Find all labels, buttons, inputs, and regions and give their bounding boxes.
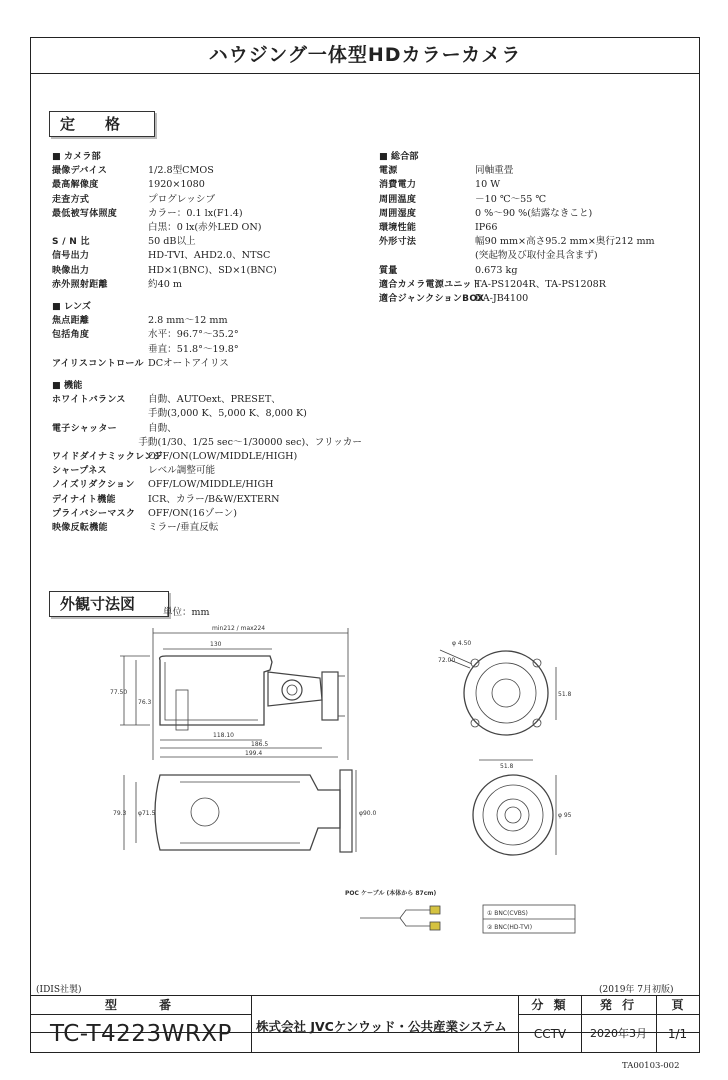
lens-spec-value: DCオートアイリス: [148, 357, 229, 369]
dim-76-3: 76.3: [138, 699, 152, 706]
issue-cell: [581, 995, 657, 1053]
company-cell: [251, 995, 519, 1053]
dim-51-8-vertical: 51.8: [558, 691, 572, 698]
general-spec-label: 周囲湿度: [379, 208, 417, 219]
function-spec-label: シャープネス: [52, 466, 107, 477]
drawing-heading: 外観寸法図: [49, 591, 169, 617]
function-spec-value: 自動、: [148, 422, 177, 434]
general-spec-value: 幅90 mm×高さ95.2 mm×奥行212 mm: [475, 236, 655, 248]
general-spec-label: 適合ジャンクションBOX: [379, 294, 485, 305]
camera-spec-value: 約40 m: [148, 278, 182, 290]
camera-spec-value: HD-TVI、AHD2.0、NTSC: [148, 250, 271, 262]
general-spec-value: 0.673 kg: [475, 264, 518, 276]
model-header: 型 番: [31, 996, 251, 1015]
company-name: 株式会社 JVCケンウッド・公共産業システム: [256, 1019, 507, 1034]
page-cell: [656, 995, 700, 1053]
camera-spec-label: 撮像デバイス: [52, 166, 108, 177]
function-spec-label: ホワイトバランス: [52, 395, 126, 406]
camera-spec-label: 信号出力: [52, 251, 90, 262]
general-spec-value: DA-JB4100: [475, 293, 529, 305]
function-spec-label: デイナイト機能: [52, 494, 116, 505]
function-spec-value: 自動、AUTOext、PRESET、: [148, 394, 281, 406]
lens-spec-value: 水平：96.7°～35.2°: [148, 329, 239, 341]
general-spec-label: 環境性能: [379, 223, 417, 234]
dim-199-4: 199.4: [245, 750, 263, 757]
dim-186-5: 186.5: [251, 741, 269, 748]
function-spec-value: OFF/LOW/MIDDLE/HIGH: [148, 479, 274, 491]
camera-spec-value: 白黒：0 lx(赤外LED ON): [148, 222, 262, 234]
document-code: TA00103-002: [622, 1061, 680, 1071]
lens-spec-label: 包括角度: [52, 330, 90, 341]
general-section-heading: ■ 総合部: [379, 151, 419, 162]
function-spec-value: ICR、カラー/B&W/EXTERN: [148, 493, 280, 505]
document-title: ハウジング一体型HDカラーカメラ: [31, 38, 699, 74]
issue-header: 発 行: [581, 996, 656, 1015]
dim-72: 72.00: [438, 657, 456, 664]
category-value: CCTV: [533, 1027, 567, 1041]
dim-118-10: 118.10: [213, 732, 234, 739]
dim-4-50: φ 4.50: [452, 640, 472, 647]
camera-spec-label: 最低被写体照度: [52, 208, 118, 219]
function-spec-value: OFF/ON(16ゾーン): [148, 507, 237, 519]
unit-label: 単位：mm: [163, 607, 210, 618]
general-spec-label: 適合カメラ電源ユニット: [379, 279, 481, 290]
camera-section-heading: ■ カメラ部: [52, 151, 101, 162]
function-spec-label: プライバシーマスク: [52, 508, 136, 519]
camera-spec-value: プログレッシブ: [148, 193, 216, 205]
dim-130: 130: [210, 641, 222, 648]
lens-section-heading: ■ レンズ: [52, 301, 91, 313]
function-spec-label: ワイドダイナミックレンジ: [52, 452, 163, 463]
camera-spec-label: 赤外照射距離: [52, 279, 108, 290]
lens-spec-label: アイリスコントロール: [52, 358, 144, 369]
dim-90: φ90.0: [359, 810, 377, 817]
general-spec-value: 同軸重畳: [475, 165, 514, 177]
dim-79-3: 79.3: [113, 810, 127, 817]
category-cell: [518, 995, 582, 1053]
camera-spec-label: 走査方式: [52, 194, 90, 205]
camera-spec-value: HD×1(BNC)、SD×1(BNC): [148, 264, 277, 276]
dim-top-width: min212 / max224: [212, 625, 266, 632]
issue-value: 2020年3月: [590, 1027, 647, 1040]
general-spec-label: 消費電力: [379, 180, 417, 191]
general-spec-label: 外形寸法: [379, 237, 417, 248]
general-spec-value: TA-PS1204R、TA-PS1208R: [475, 278, 607, 290]
function-spec-label: ノイズリダクション: [52, 480, 135, 491]
edition-note: (2019年 7月初版): [599, 985, 674, 995]
dim-77-50: 77.50: [110, 689, 128, 696]
model-number: TC-T4223WRXP: [50, 1021, 232, 1047]
function-spec-label: 電子シャッター: [52, 423, 117, 434]
page-value: 1/1: [667, 1027, 688, 1041]
camera-spec-value: 50 dB以上: [148, 236, 196, 248]
dim-51-8-horizontal: 51.8: [500, 763, 514, 770]
legend-item-1: ① BNC(CVBS): [487, 910, 528, 917]
general-spec-label: 周囲温度: [379, 194, 417, 205]
general-spec-value: －10 ℃～55 ℃: [475, 193, 547, 205]
function-spec-value: レベル調整可能: [148, 465, 216, 477]
camera-spec-value: カラー：0.1 lx(F1.4): [148, 207, 243, 219]
cable-title: POC ケーブル (本体から 87cm): [345, 890, 437, 897]
spec-heading: 定 格: [49, 111, 155, 137]
general-spec-value: 0 %～90 %(結露なきこと): [475, 207, 593, 219]
general-spec-label: 質量: [379, 265, 398, 276]
function-spec-value: ミラー/垂直反転: [148, 522, 219, 534]
camera-spec-label: 映像出力: [52, 265, 90, 276]
lens-spec-value: 垂直：51.8°～19.8°: [148, 343, 239, 355]
general-spec-label: 電源: [379, 166, 398, 177]
maker-note: (IDIS社製): [36, 985, 82, 995]
general-spec-value: (突起物及び取付金具含まず): [475, 250, 598, 262]
dim-95: φ 95: [558, 812, 572, 819]
function-spec-label: 映像反転機能: [52, 523, 108, 534]
general-spec-value: 10 W: [475, 179, 501, 191]
function-spec-value: 手動(3,000 K、5,000 K、8,000 K): [148, 408, 307, 420]
lens-spec-value: 2.8 mm～12 mm: [148, 315, 228, 327]
camera-spec-value: 1/2.8型CMOS: [148, 165, 214, 177]
general-spec-value: IP66: [475, 222, 498, 234]
lens-spec-label: 焦点距離: [52, 316, 90, 327]
function-spec-value: OFF/ON(LOW/MIDDLE/HIGH): [148, 451, 298, 463]
function-section-heading: ■ 機能: [52, 380, 83, 392]
model-cell: [30, 995, 252, 1053]
dim-71-5: φ71.5: [138, 810, 156, 817]
category-header: 分 類: [519, 996, 581, 1015]
function-spec-value: 手動(1/30、1/25 sec～1/30000 sec)、フリッカー: [138, 436, 362, 448]
camera-spec-value: 1920×1080: [148, 179, 205, 191]
camera-spec-label: S / N 比: [52, 237, 90, 248]
legend-item-2: ② BNC(HD-TVI): [487, 924, 533, 931]
page-header: 頁: [656, 996, 699, 1015]
camera-spec-label: 最高解像度: [52, 180, 99, 191]
